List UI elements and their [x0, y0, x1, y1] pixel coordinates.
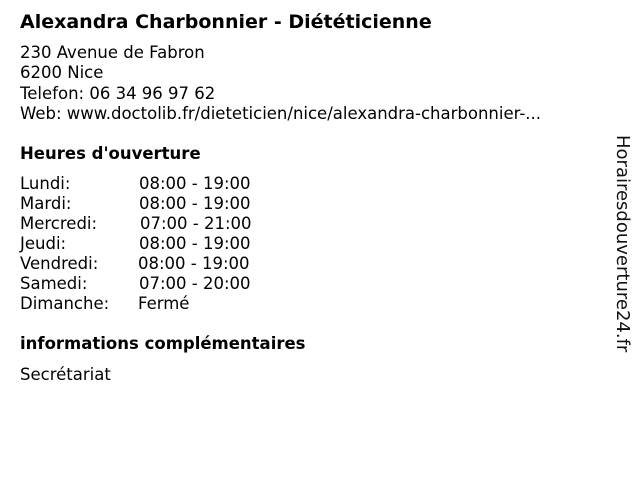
phone-line: Telefon: 06 34 96 97 62: [20, 84, 216, 103]
hours-day: Lundi:: [20, 174, 71, 193]
hours-row-tuesday: [20, 194, 300, 214]
hours-time: Fermé: [138, 294, 190, 313]
hours-time: 07:00 - 20:00: [139, 274, 251, 293]
hours-time: 07:00 - 21:00: [140, 214, 252, 233]
hours-row-sunday: [20, 294, 300, 314]
hours-row-friday: [20, 254, 300, 274]
info-heading: informations complémentaires: [20, 334, 306, 353]
hours-row-thursday: [20, 234, 300, 254]
hours-row-saturday: [20, 274, 300, 294]
hours-time: 08:00 - 19:00: [139, 234, 251, 253]
hours-row-wednesday: [20, 214, 300, 234]
hours-day: Mardi:: [20, 194, 72, 213]
address-line-1: 230 Avenue de Fabron: [20, 43, 205, 62]
hours-day: Dimanche:: [20, 294, 110, 313]
hours-time: 08:00 - 19:00: [139, 174, 251, 193]
hours-time: 08:00 - 19:00: [138, 254, 250, 273]
business-title: Alexandra Charbonnier - Diététicienne: [20, 11, 432, 33]
hours-day: Vendredi:: [20, 254, 99, 273]
hours-day: Jeudi:: [20, 234, 67, 253]
site-watermark: Horairesdouverture24.fr: [612, 135, 633, 353]
web-line: Web: www.doctolib.fr/dieteticien/nice/alexandra-charbonnier-...: [20, 104, 542, 123]
hours-row-monday: [20, 174, 300, 194]
address-line-2: 6200 Nice: [20, 63, 104, 82]
hours-time: 08:00 - 19:00: [139, 194, 251, 213]
hours-day: Mercredi:: [20, 214, 98, 233]
hours-day: Samedi:: [20, 274, 88, 293]
info-text: Secrétariat: [20, 365, 111, 384]
hours-heading: Heures d'ouverture: [20, 144, 201, 163]
